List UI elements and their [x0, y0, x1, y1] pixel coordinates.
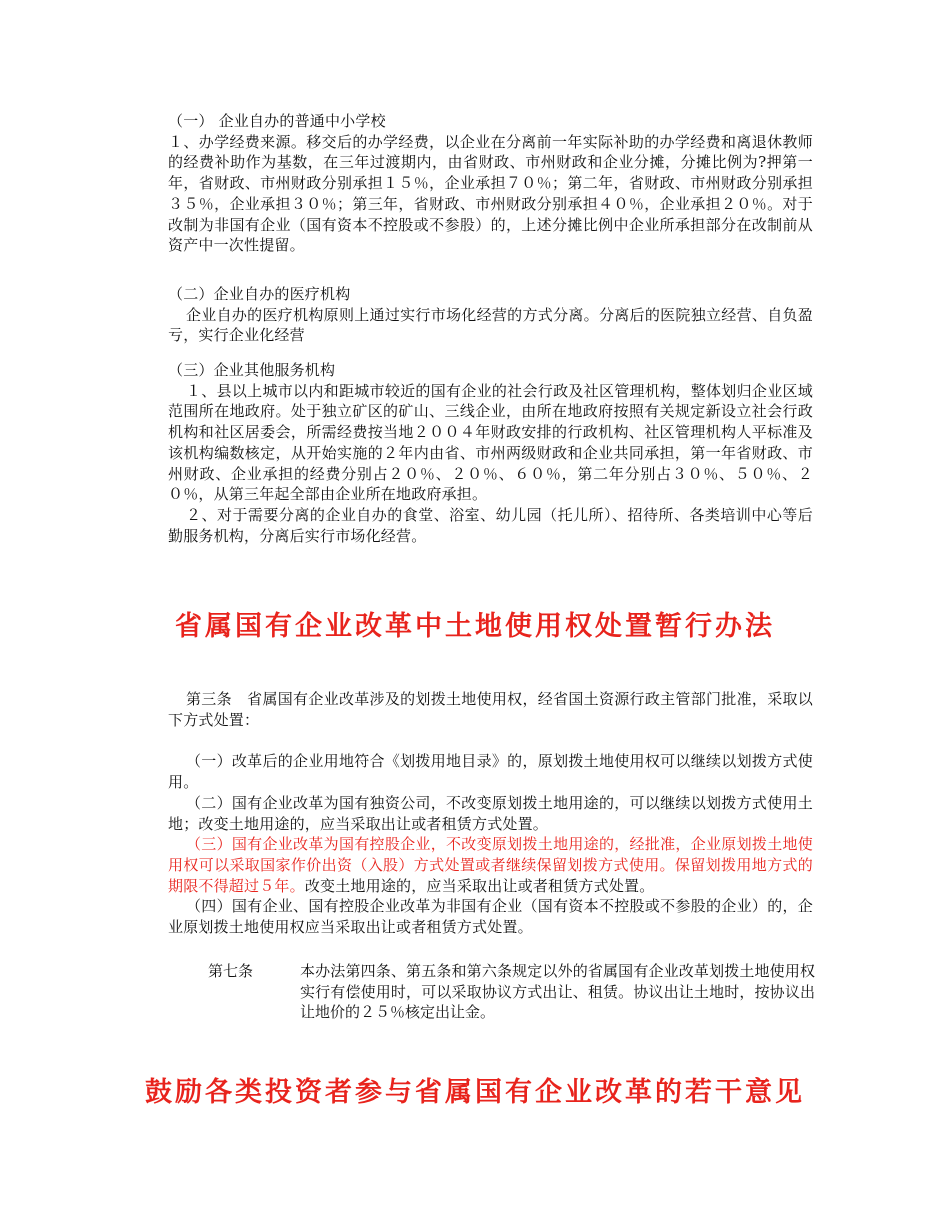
- section-services: [168, 360, 813, 546]
- section-heading: （一） 企业自办的普通中小学校: [168, 112, 386, 130]
- section-heading: （三）企业其他服务机构: [168, 361, 336, 379]
- article-intro: 第三条 省属国有企业改革涉及的划拨土地使用权，经省国土资源行政主管部门批准，采取以下方式处置：: [168, 690, 813, 729]
- list-item: （二）国有企业改革为国有独资公司，不改变原划拨土地用途的，可以继续以划拨方式使用土地；改变土地用途的，应当采取出让或者租赁方式处置。: [168, 793, 813, 833]
- next-document-title: 鼓励各类投资者参与省属国有企业改革的若干意见: [145, 1077, 805, 1108]
- list-item: （四）国有企业、国有控股企业改革为非国有企业（国有资本不控股或不参股的企业）的，企业原划拨土地使用权应当采取出让或者租赁方式处置。: [168, 897, 813, 937]
- paragraph: １、县以上城市以内和距城市较近的国有企业的社会行政及社区管理机构，整体划归企业区域范围所在地政府。处于独立矿区的矿山、三线企业，由所在地政府按照有关规定新设立社会行政机构和社区居委会，所需经费按当地２００４年财政安排的行政机构、社区管理机构人平标准及该机构编数核定，从开始实施的２年内由省、市州两级财政和企业共同承担，第一年省财政、市州财政、企业承担的经费分别占２０％、２０％、６０％，第二年分别占３０％、５０％、２０％，从第三年起全部由企业所在地政府承担。: [168, 381, 813, 504]
- article-three: [168, 689, 813, 938]
- plain-text: 改变土地用途的，应当采取出让或者租赁方式处置。: [304, 876, 655, 895]
- article-text: 本办法第四条、第五条和第六条规定以外的省属国有企业改革划拨土地使用权实行有偿使用时，可以采取协议方式出让、租赁。协议出让土地时，按协议出让地价的２５％核定出让金。: [300, 962, 815, 1021]
- section-schools: [168, 111, 813, 256]
- highlighted-text: （三）国有企业改革为国有控股企业，不改变原划拨土地用途的，经批准，企业原划拨土地使用权可以采取国家作价出资（入股）方式处置或者继续保留划拨方式使用。保留划拨用地方式的期限不得超过５年。: [168, 835, 813, 895]
- paragraph: 企业自办的医疗机构原则上通过实行市场化经营的方式分离。分离后的医院独立经营、自负盈亏，实行企业化经营: [168, 305, 813, 345]
- paragraph: １、办学经费来源。移交后的办学经费，以企业在分离前一年实际补助的办学经费和离退休教师的经费补助作为基数，在三年过渡期内，由省财政、市州财政和企业分摊，分摊比例为?押第一年，省财政、市州财政分别承担１５％，企业承担７０％；第二年，省财政、市州财政分别承担３５％，企业承担３０％；第三年，省财政、市州财政分别承担４０％，企业承担２０％。对于改制为非国有企业（国有资本不控股或不参股）的，上述分摊比例中企业所承担部分在改制前从资产中一次性提留。: [168, 132, 813, 255]
- section-medical: [168, 284, 813, 346]
- spacer: [168, 730, 813, 751]
- paragraph: ２、对于需要分离的企业自办的食堂、浴室、幼儿园（托儿所）、招待所、各类培训中心等后勤服务机构，分离后实行市场化经营。: [168, 505, 813, 545]
- section-heading: （二）企业自办的医疗机构: [168, 285, 351, 303]
- list-item: （一）改革后的企业用地符合《划拨用地目录》的，原划拨土地使用权可以继续以划拨方式使用。: [168, 752, 813, 792]
- article-label: 第七条: [208, 962, 254, 980]
- document-title: 省属国有企业改革中土地使用权处置暂行办法: [175, 611, 775, 642]
- list-item: [168, 834, 813, 896]
